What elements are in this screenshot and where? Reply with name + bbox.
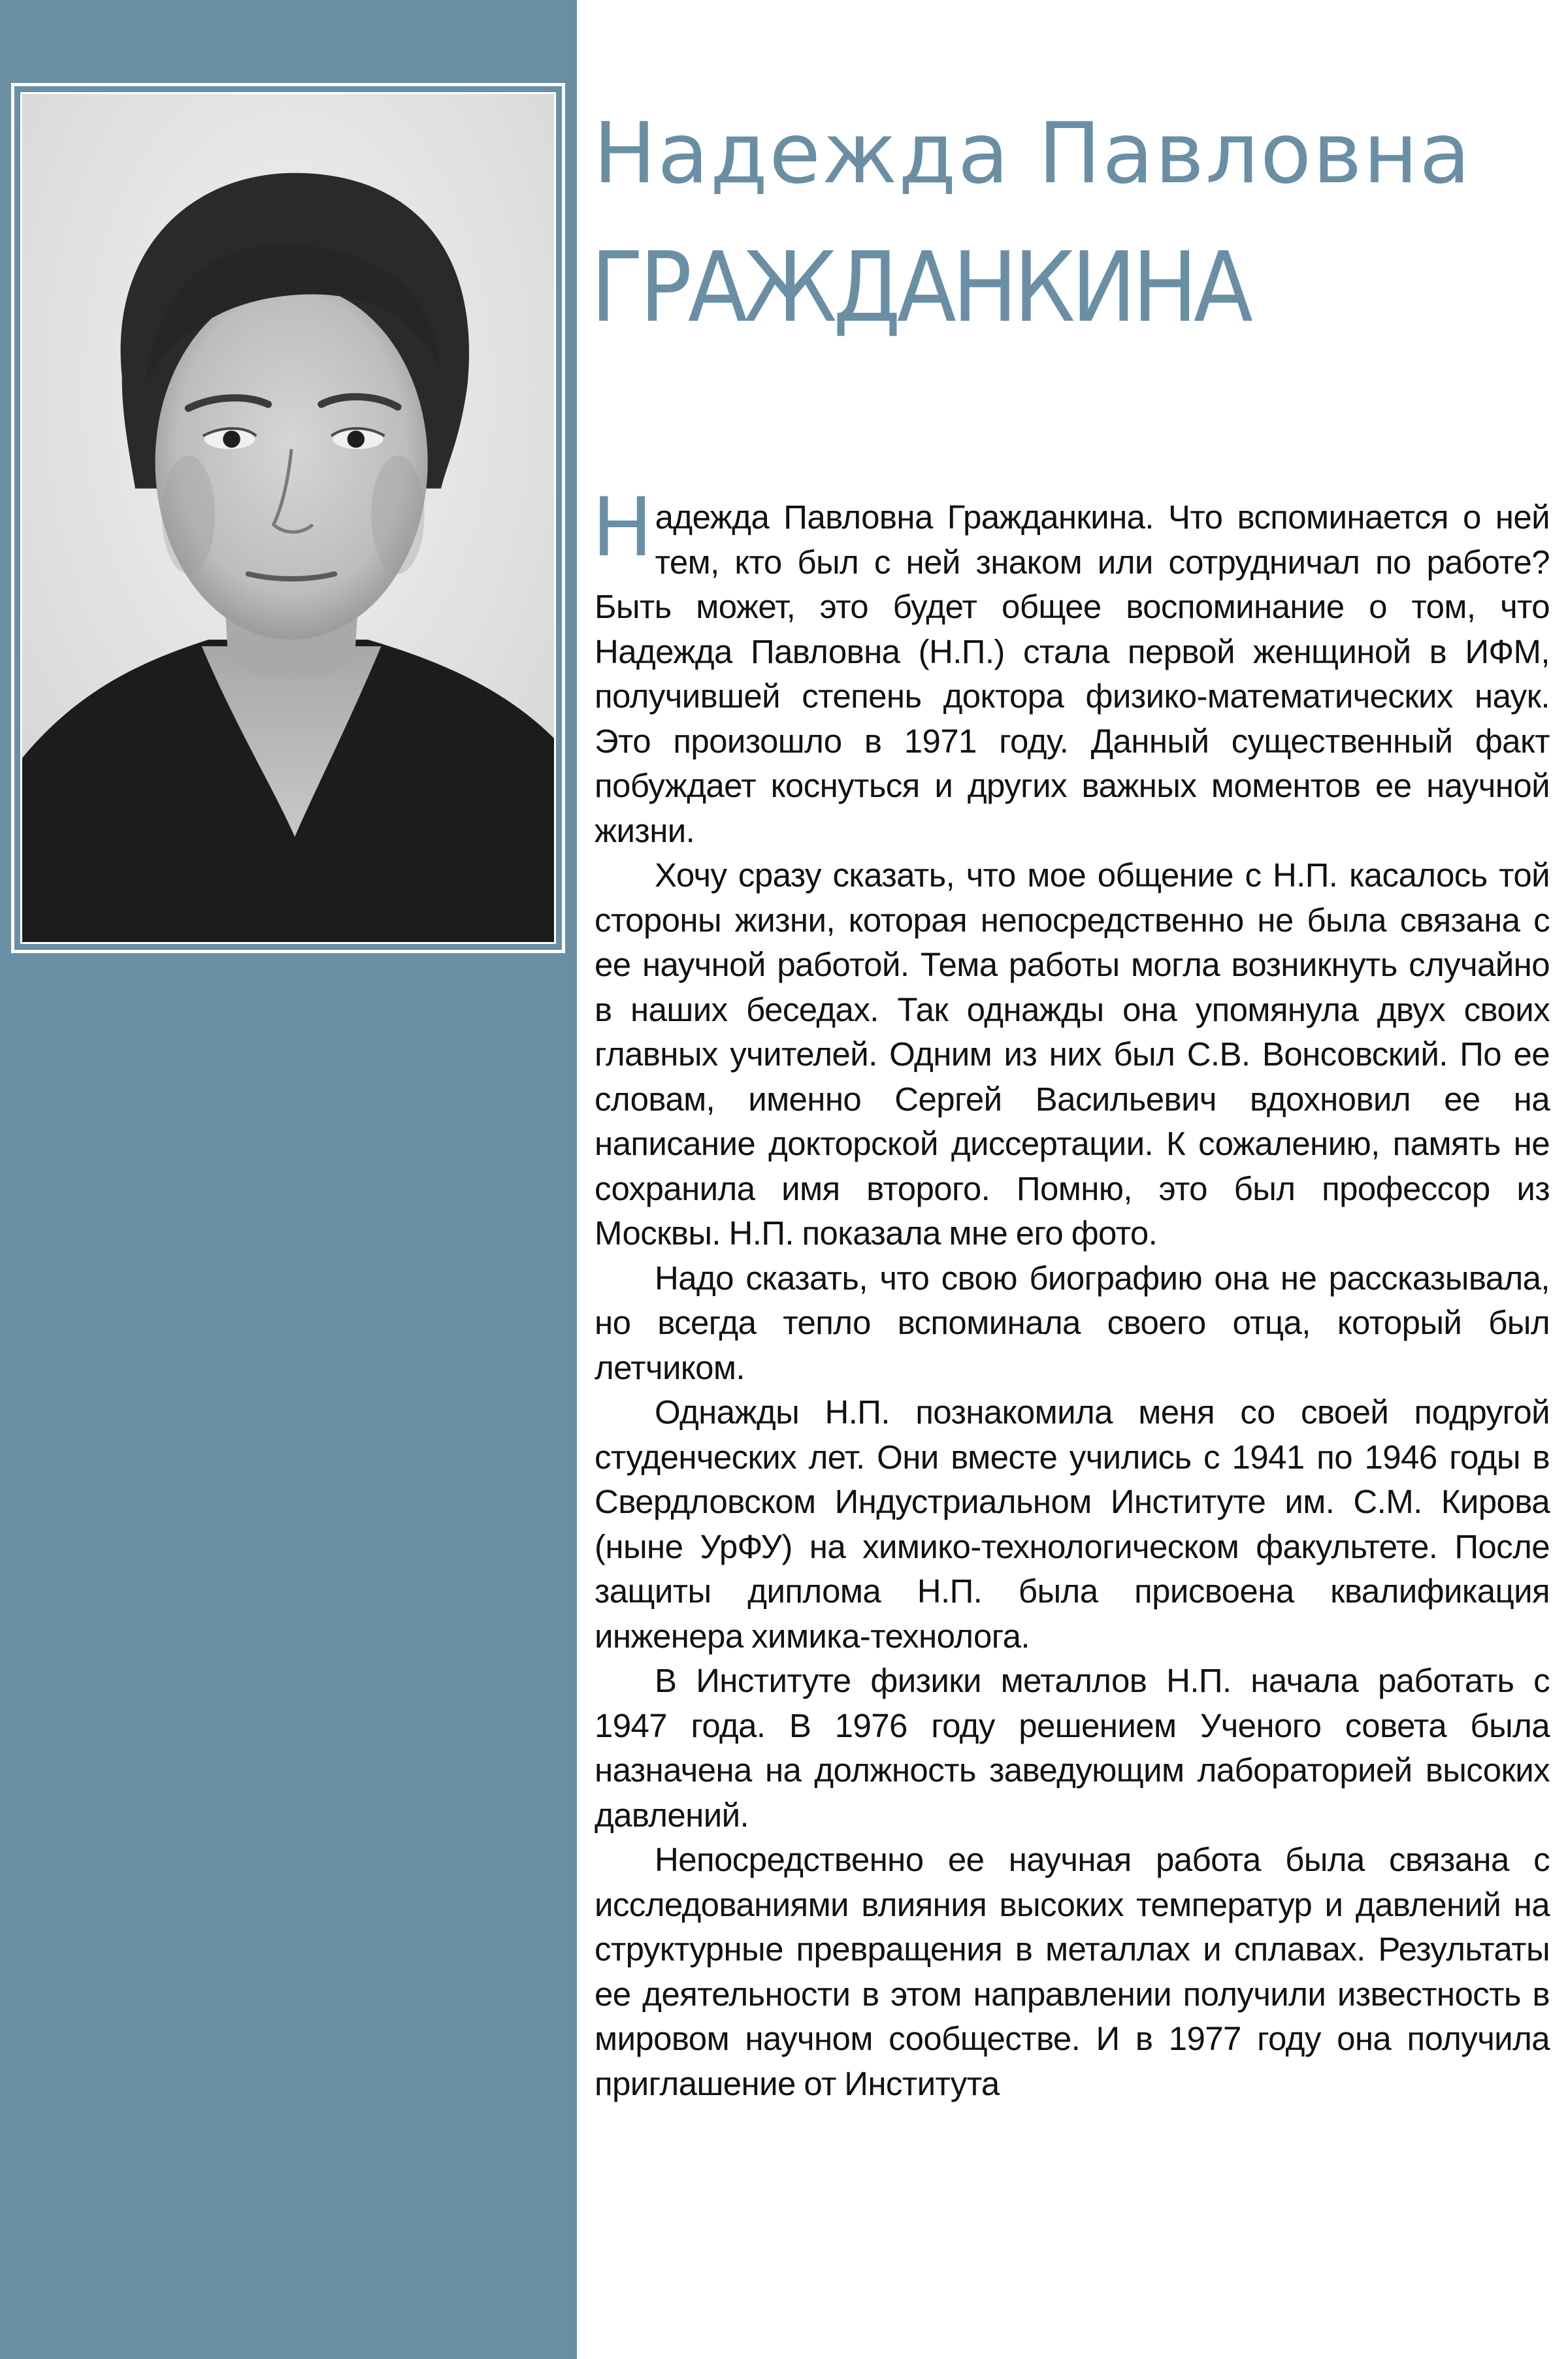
article-body <box>592 481 1550 2106</box>
paragraph-1 <box>592 481 1550 853</box>
paragraph-2: Хочу сразу сказать, что мое общение с Н.П. касалось той стороны жизни, которая непосредственно не была связана с ее научной работой. Тема работы могла возникнуть случайно в наших беседах. Так однажды она упомянула двух своих главных учителей. Одним из них был С.В. Вонсовский. По ее словам, именно Сергей Васильевич вдохновил ее на написание докторской диссертации. К сожалению, память не сохранила имя второго. Помню, это был профессор из Москвы. Н.П. показала мне его фото. <box>595 856 1550 1252</box>
side-panel <box>0 0 577 2359</box>
paragraph-5: В Институте физики металлов Н.П. начала работать с 1947 года. В 1976 году решением Ученого совета была назначена на должность заведующим лабораторией высоких давлений. <box>595 1662 1550 1834</box>
portrait-photo <box>20 92 556 944</box>
person-first-name: Надежда Павловна <box>593 105 1472 203</box>
paragraph-1-text: адежда Павловна Гражданкина. Что вспоминается о ней тем, кто был с ней знаком или сотрудничал по работе? Быть может, это будет общее воспоминание о том, что Надежда Павловна (Н.П.) стала первой женщиной в ИФМ, получившей степень доктора физико-математических наук. Это произошло в 1971 году. Данный существенный факт побуждает коснуться и других важных моментов ее научной жизни. <box>595 498 1550 849</box>
dropcap: Н <box>592 481 653 575</box>
paragraph-3: Надо сказать, что свою биографию она не рассказывала, но всегда тепло вспоминала своего отца, который был летчиком. <box>595 1259 1550 1386</box>
paragraph-6: Непосредственно ее научная работа была связана с исследованиями влияния высоких температур и давлений на структурные превращения в металлах и сплавах. Результаты ее деятельности в этом направлении получили известность в мировом научном сообществе. И в 1977 году она получила приглашение от Института <box>595 1841 1550 2102</box>
photo-frame <box>11 83 565 953</box>
paragraph-4: Однажды Н.П. познакомила меня со своей подругой студенческих лет. Они вместе учились с 1941 по 1946 годы в Свердловском Индустриальном Институте им. С.М. Кирова (ныне УрФУ) на химико-технологическом факультете. После защиты диплома Н.П. была присвоена квалификация инженера химика-технолога. <box>595 1393 1550 1655</box>
person-last-name: ГРАЖДАНКИНА <box>591 231 1249 344</box>
portrait-image <box>22 94 554 942</box>
